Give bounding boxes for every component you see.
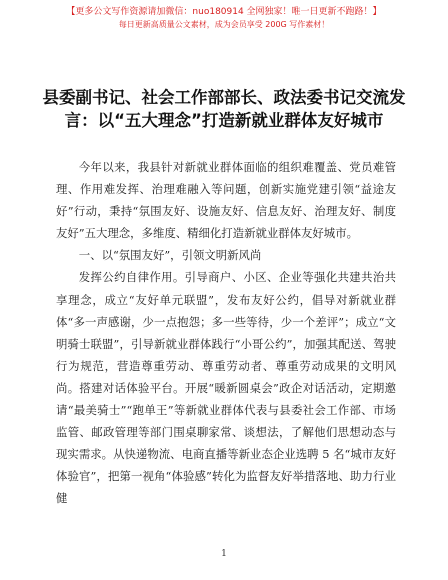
section-heading-1: 一、以“氛围友好”，引领文明新风尚 (78, 248, 262, 263)
intro-paragraph: 今年以来，我县针对新就业群体面临的组织难覆盖、党员难管理、作用难发挥、治理难融入等问题，创新实施党建引领“益途友好”行动，秉持“氛围友好、设施友好、信息友好、治理友好、制度友好”五大理念，多维度、精细化打造新就业群体友好城市。 (56, 160, 396, 241)
document-title: 县委副书记、社会工作部部长、政法委书记交流发言：以“五大理念”打造新就业群体友好城市 (42, 88, 406, 130)
promo-banner (0, 6, 448, 31)
document-body (56, 156, 396, 510)
promo-line-contact: 【更多公文写作资源请加微信：nuo180914 全网独家！唯一日更新不跑路！】 (66, 7, 382, 17)
body-paragraph: 发挥公约自律作用。引导商户、小区、企业等强化共建共治共享理念，成立“友好单元联盟”，发布友好公约，倡导对新就业群体“多一声感谢，少一点抱怨；多一些等待，少一个差评”；成立“文明骑士联盟”，引导新就业群体践行“小哥公约”，加强其配送、驾驶行为规范，营造尊重劳动、尊重劳动者、尊重劳动成果的文明风尚。搭建对话体验平台。开展“暖新圆桌会”政企对话活动，定期邀请“最美骑士”“跑单王”等新就业群体代表与县委社会工作部、市场监管、邮政管理等部门围桌聊家常、谈想法，了解他们思想动态与现实需求。从快递物流、电商直播等新业态企业选聘 5 名“城市友好体验官”，把第一视角“体验感”转化为监督友好举措落地、助力行业健 (56, 270, 396, 506)
page-number: 1 (221, 549, 227, 559)
promo-line-membership: 每日更新高质量公文素材，成为会员享受 200G 写作素材！ (118, 20, 330, 29)
